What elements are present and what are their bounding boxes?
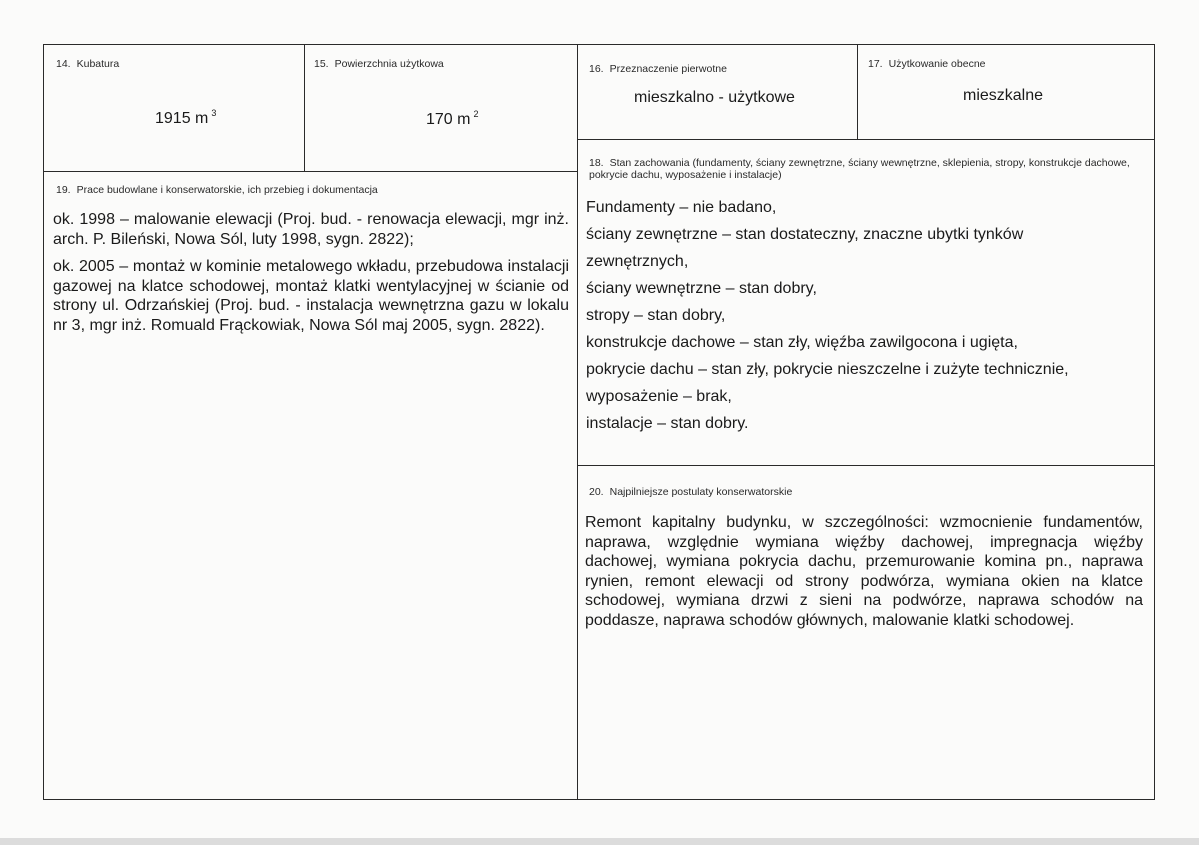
field-14-value-text: 1915 m xyxy=(155,110,209,127)
field-18-item: ściany zewnętrzne – stan dostateczny, znaczne ubytki tynków xyxy=(586,226,1024,243)
field-14-number: 14. xyxy=(56,58,71,70)
outer-border-top xyxy=(43,44,1155,45)
page-bottom-edge xyxy=(0,838,1199,845)
field-18-number: 18. xyxy=(589,157,604,169)
field-18-item: konstrukcje dachowe – stan zły, więźba zawilgocona i ugięta, xyxy=(586,334,1018,351)
divider-left-right xyxy=(577,44,578,800)
field-19-number: 19. xyxy=(56,184,71,196)
field-17-value: mieszkalne xyxy=(963,87,1044,104)
field-19-paragraph: ok. 1998 – malowanie elewacji (Proj. bud. - renowacja elewacji, mgr inż. arch. P. Bileński, Nowa Sól, luty 1998, sygn. 2822); xyxy=(53,211,569,248)
field-18-label xyxy=(589,157,1134,181)
field-18-item: Fundamenty – nie badano, xyxy=(586,199,777,216)
field-16-value: mieszkalno - użytkowe xyxy=(634,89,795,106)
field-18-item: instalacje – stan dobry. xyxy=(586,415,749,432)
field-20-label xyxy=(589,486,792,498)
field-17-label xyxy=(868,58,986,70)
field-14-label-text: Kubatura xyxy=(76,58,120,70)
field-18-label-text: Stan zachowania (fundamenty, ściany zewnętrzne, ściany wewnętrzne, sklepienia, stropy, konstrukcje dachowe, pokrycie dachu, wyposażenie i instalacje) xyxy=(589,157,1130,181)
field-16-number: 16. xyxy=(589,63,604,75)
outer-border-left xyxy=(43,44,44,800)
field-16-label xyxy=(589,63,727,75)
field-14-label xyxy=(56,58,119,70)
field-18-item: pokrycie dachu – stan zły, pokrycie nieszczelne i zużyte technicznie, xyxy=(586,361,1069,378)
outer-border-bottom xyxy=(43,799,1155,800)
divider-row1-right xyxy=(577,139,1155,140)
field-16-label-text: Przeznaczenie pierwotne xyxy=(609,63,727,75)
outer-border-right xyxy=(1154,44,1155,800)
field-20-label-text: Najpilniejsze postulaty konserwatorskie xyxy=(609,486,793,498)
field-20-number: 20. xyxy=(589,486,604,498)
field-14-unit-sup: 3 xyxy=(211,108,217,118)
field-15-number: 15. xyxy=(314,58,329,70)
field-18-item: ściany wewnętrzne – stan dobry, xyxy=(586,280,817,297)
field-14-value xyxy=(155,110,216,128)
field-15-value-text: 170 m xyxy=(426,111,471,128)
field-17-label-text: Użytkowanie obecne xyxy=(888,58,986,70)
field-18-item: wyposażenie – brak, xyxy=(586,388,732,405)
field-18-item: stropy – stan dobry, xyxy=(586,307,726,324)
field-18-list xyxy=(586,198,1069,441)
field-19-label xyxy=(56,184,378,196)
divider-row1-left xyxy=(43,171,578,172)
field-15-label-text: Powierzchnia użytkowa xyxy=(334,58,444,70)
field-15-unit-sup: 2 xyxy=(473,109,479,119)
field-15-label xyxy=(314,58,444,70)
field-15-value xyxy=(426,111,478,129)
divider-18-20 xyxy=(577,465,1155,466)
field-19-text xyxy=(53,210,569,343)
field-18-item: zewnętrznych, xyxy=(586,253,689,270)
divider-14-15 xyxy=(304,44,305,171)
field-19-paragraph: ok. 2005 – montaż w kominie metalowego wkładu, przebudowa instalacji gazowej na klatce schodowej, montaż klatki wentylacyjnej w ścianie od strony ul. Odrzańskiej (Proj. bud. - instalacja wewnętrzna gazu w lokalu nr 3, mgr inż. Romuald Frąckowiak, Nowa Sól maj 2005, sygn. 2822). xyxy=(53,258,569,334)
field-17-number: 17. xyxy=(868,58,883,70)
divider-16-17 xyxy=(857,44,858,139)
field-19-label-text: Prace budowlane i konserwatorskie, ich przebieg i dokumentacja xyxy=(76,184,378,196)
field-20-text: Remont kapitalny budynku, w szczególności: wzmocnienie fundamentów, naprawa, względnie wymiana więźby dachowej, impregnacja więźby dachowej, wymiana pokrycia dachu, przemurowanie komina pn., naprawa rynien, remont elewacji od strony podwórza, wymiana okien na klatce schodowej, wymiana drzwi z sieni na podwórze, naprawa schodów na poddasze, naprawa schodów głównych, malowanie klatki schodowej. xyxy=(585,514,1143,629)
